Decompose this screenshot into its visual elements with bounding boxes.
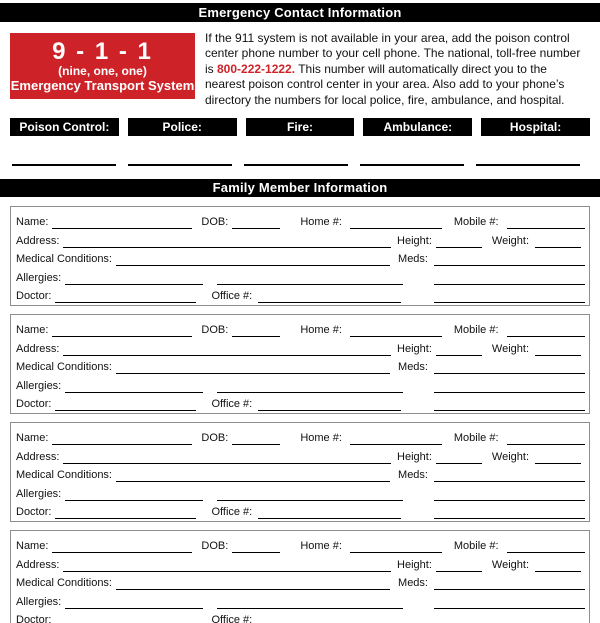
contact-blank-col	[358, 164, 474, 166]
office-phone-label: Office #:	[211, 505, 253, 518]
mobile-phone-blank-line	[507, 217, 585, 229]
meds-blank-line-3	[434, 291, 585, 303]
meds-blank-line	[434, 254, 585, 266]
allergies-blank-line-2	[217, 597, 403, 609]
dob-label: DOB:	[201, 324, 229, 337]
meds-label: Meds:	[398, 361, 428, 374]
mobile-phone-blank-line	[507, 433, 585, 445]
member-address-row	[16, 337, 585, 355]
office-phone-label: Office #:	[211, 613, 253, 623]
height-label: Height:	[397, 558, 432, 571]
member-allergies-row	[16, 590, 585, 608]
member-block	[10, 206, 590, 306]
member-name-row	[16, 535, 585, 553]
weight-label: Weight:	[491, 450, 529, 463]
emergency-section	[10, 33, 590, 108]
allergies-blank-line	[65, 597, 203, 609]
member-allergies-row	[16, 266, 585, 284]
meds-label: Meds:	[398, 469, 428, 482]
home-phone-label: Home #:	[300, 432, 342, 445]
weight-label: Weight:	[491, 342, 529, 355]
member-name-row	[16, 427, 585, 445]
dob-label: DOB:	[201, 432, 229, 445]
medical-conditions-blank-line	[116, 578, 390, 590]
address-label: Address:	[16, 342, 60, 355]
emergency-title: Emergency Contact Information	[198, 5, 402, 20]
medical-conditions-blank-line	[116, 362, 390, 374]
office-phone-blank-line	[258, 615, 401, 623]
mobile-phone-label: Mobile #:	[453, 540, 499, 553]
height-label: Height:	[397, 234, 432, 247]
weight-blank-line	[535, 236, 581, 248]
doctor-label: Doctor:	[16, 397, 52, 410]
dob-label: DOB:	[201, 540, 229, 553]
member-medical-row	[16, 248, 585, 266]
emergency-header-bar	[0, 3, 600, 22]
meds-blank-line	[434, 362, 585, 374]
dob-blank-line	[232, 325, 280, 337]
meds-blank-line-2	[434, 597, 585, 609]
contact-blank-col	[242, 164, 358, 166]
contact-label-hospital: Hospital:	[481, 118, 590, 136]
name-label: Name:	[16, 216, 49, 229]
doctor-blank-line	[55, 291, 196, 303]
address-label: Address:	[16, 450, 60, 463]
meds-blank-line-2	[434, 489, 585, 501]
address-label: Address:	[16, 558, 60, 571]
member-doctor-row	[16, 285, 585, 303]
home-phone-blank-line	[350, 217, 442, 229]
doctor-label: Doctor:	[16, 505, 52, 518]
mobile-phone-blank-line	[507, 541, 585, 553]
weight-label: Weight:	[491, 234, 529, 247]
home-phone-label: Home #:	[300, 324, 342, 337]
911-phonetic: (nine, one, one)	[58, 64, 147, 78]
height-blank-line	[436, 560, 482, 572]
dob-blank-line	[232, 541, 280, 553]
allergies-label: Allergies:	[16, 271, 62, 284]
poison-control-blank-line	[12, 164, 116, 166]
medical-conditions-label: Medical Conditions:	[16, 577, 112, 590]
poison-text-after: This number will automatically direct you to the nearest poison control center in your area. Also add to your phone’s directory the numbers for local police, fire, ambulance, and hospital.	[205, 61, 565, 107]
weight-blank-line	[535, 560, 581, 572]
member-doctor-row	[16, 609, 585, 623]
name-label: Name:	[16, 324, 49, 337]
police-blank-line	[128, 164, 232, 166]
allergies-blank-line	[65, 489, 203, 501]
member-address-row	[16, 229, 585, 247]
doctor-label: Doctor:	[16, 613, 52, 623]
contact-blank-col	[10, 164, 126, 166]
meds-blank-line-3	[434, 615, 585, 623]
medical-conditions-label: Medical Conditions:	[16, 361, 112, 374]
member-block	[10, 314, 590, 414]
contact-blank-col	[474, 164, 590, 166]
meds-blank-line-2	[434, 273, 585, 285]
weight-label: Weight:	[491, 558, 529, 571]
name-blank-line	[52, 433, 192, 445]
office-phone-label: Office #:	[211, 397, 253, 410]
contact-label-police: Police:	[128, 118, 237, 136]
member-allergies-row	[16, 482, 585, 500]
911-number: 9 - 1 - 1	[52, 38, 153, 65]
allergies-blank-line	[65, 381, 203, 393]
name-label: Name:	[16, 432, 49, 445]
home-phone-blank-line	[350, 433, 442, 445]
home-phone-blank-line	[350, 325, 442, 337]
name-label: Name:	[16, 540, 49, 553]
contact-label-poison-control: Poison Control:	[10, 118, 119, 136]
name-blank-line	[52, 217, 192, 229]
allergies-label: Allergies:	[16, 379, 62, 392]
address-blank-line	[63, 344, 391, 356]
allergies-blank-line-2	[217, 273, 403, 285]
address-blank-line	[63, 560, 391, 572]
member-doctor-row	[16, 393, 585, 411]
medical-conditions-label: Medical Conditions:	[16, 469, 112, 482]
home-phone-label: Home #:	[300, 540, 342, 553]
doctor-blank-line	[55, 399, 196, 411]
name-blank-line	[52, 325, 192, 337]
height-label: Height:	[397, 342, 432, 355]
poison-phone-number: 800-222-1222.	[217, 61, 296, 76]
member-blocks	[10, 206, 590, 623]
emergency-contact-blank-lines-row	[10, 164, 590, 166]
member-name-row	[16, 211, 585, 229]
family-title: Family Member Information	[212, 180, 388, 196]
medical-conditions-label: Medical Conditions:	[16, 253, 112, 266]
address-blank-line	[63, 452, 391, 464]
member-block	[10, 530, 590, 623]
height-blank-line	[436, 452, 482, 464]
allergies-label: Allergies:	[16, 595, 62, 608]
office-phone-label: Office #:	[211, 289, 253, 302]
911-caption: Emergency Transport System	[10, 78, 195, 93]
name-blank-line	[52, 541, 192, 553]
meds-blank-line	[434, 578, 585, 590]
member-name-row	[16, 319, 585, 337]
office-phone-blank-line	[258, 291, 401, 303]
member-block	[10, 422, 590, 522]
doctor-label: Doctor:	[16, 289, 52, 302]
meds-blank-line-3	[434, 399, 585, 411]
weight-blank-line	[535, 344, 581, 356]
contact-label-ambulance: Ambulance:	[363, 118, 472, 136]
meds-label: Meds:	[398, 253, 428, 266]
mobile-phone-label: Mobile #:	[453, 324, 499, 337]
poison-info-paragraph	[205, 31, 588, 108]
member-medical-row	[16, 464, 585, 482]
height-blank-line	[436, 344, 482, 356]
dob-blank-line	[232, 217, 280, 229]
emergency-contact-labels-row	[10, 118, 590, 136]
weight-blank-line	[535, 452, 581, 464]
member-address-row	[16, 553, 585, 571]
dob-blank-line	[232, 433, 280, 445]
address-blank-line	[63, 236, 391, 248]
member-allergies-row	[16, 374, 585, 392]
member-medical-row	[16, 356, 585, 374]
home-phone-label: Home #:	[300, 216, 342, 229]
height-label: Height:	[397, 450, 432, 463]
doctor-blank-line	[55, 615, 196, 623]
family-header-bar	[0, 179, 600, 197]
member-address-row	[16, 445, 585, 463]
office-phone-blank-line	[258, 507, 401, 519]
allergies-label: Allergies:	[16, 487, 62, 500]
fire-blank-line	[244, 164, 348, 166]
allergies-blank-line	[65, 273, 203, 285]
poison-text-before: If the 911 system is not available in your area, add the poison control center phone number to your cell phone. The national, toll-free number is	[205, 31, 581, 76]
contact-label-fire: Fire:	[246, 118, 355, 136]
height-blank-line	[436, 236, 482, 248]
office-phone-blank-line	[258, 399, 401, 411]
meds-blank-line	[434, 470, 585, 482]
meds-label: Meds:	[398, 577, 428, 590]
meds-blank-line-2	[434, 381, 585, 393]
contact-blank-col	[126, 164, 242, 166]
member-doctor-row	[16, 501, 585, 519]
allergies-blank-line-2	[217, 381, 403, 393]
hospital-blank-line	[476, 164, 580, 166]
home-phone-blank-line	[350, 541, 442, 553]
doctor-blank-line	[55, 507, 196, 519]
mobile-phone-label: Mobile #:	[453, 432, 499, 445]
emergency-911-box	[10, 33, 195, 99]
allergies-blank-line-2	[217, 489, 403, 501]
meds-blank-line-3	[434, 507, 585, 519]
dob-label: DOB:	[201, 216, 229, 229]
medical-conditions-blank-line	[116, 254, 390, 266]
ambulance-blank-line	[360, 164, 464, 166]
mobile-phone-blank-line	[507, 325, 585, 337]
address-label: Address:	[16, 234, 60, 247]
medical-conditions-blank-line	[116, 470, 390, 482]
mobile-phone-label: Mobile #:	[453, 216, 499, 229]
member-medical-row	[16, 572, 585, 590]
